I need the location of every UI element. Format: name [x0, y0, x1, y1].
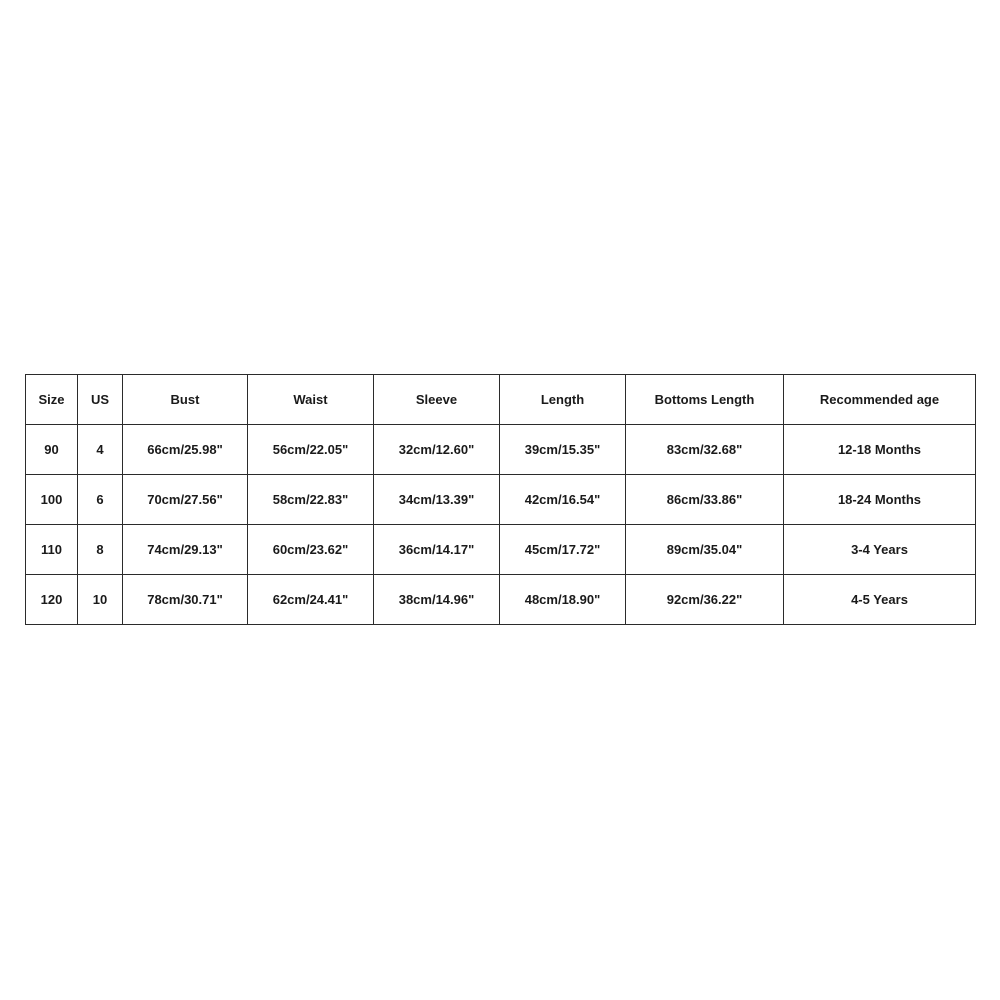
cell-length: 48cm/18.90"	[500, 575, 626, 625]
cell-size: 110	[26, 525, 78, 575]
cell-sleeve: 36cm/14.17"	[374, 525, 500, 575]
cell-sleeve: 32cm/12.60"	[374, 425, 500, 475]
table-row	[26, 525, 976, 575]
cell-us: 6	[78, 475, 123, 525]
cell-waist: 62cm/24.41"	[248, 575, 374, 625]
cell-length: 45cm/17.72"	[500, 525, 626, 575]
cell-sleeve: 38cm/14.96"	[374, 575, 500, 625]
cell-bottoms-length: 89cm/35.04"	[626, 525, 784, 575]
column-header-bottoms-length: Bottoms Length	[626, 375, 784, 425]
cell-bottoms-length: 83cm/32.68"	[626, 425, 784, 475]
column-header-bust: Bust	[123, 375, 248, 425]
column-header-sleeve: Sleeve	[374, 375, 500, 425]
cell-us: 8	[78, 525, 123, 575]
cell-size: 100	[26, 475, 78, 525]
size-chart-container	[25, 374, 975, 625]
cell-us: 10	[78, 575, 123, 625]
table-row	[26, 475, 976, 525]
column-header-size: Size	[26, 375, 78, 425]
table-row	[26, 425, 976, 475]
cell-bust: 78cm/30.71"	[123, 575, 248, 625]
cell-us: 4	[78, 425, 123, 475]
table-header-row	[26, 375, 976, 425]
size-chart-table	[25, 374, 976, 625]
cell-length: 39cm/15.35"	[500, 425, 626, 475]
cell-size: 90	[26, 425, 78, 475]
cell-recommended-age: 4-5 Years	[784, 575, 976, 625]
cell-length: 42cm/16.54"	[500, 475, 626, 525]
table-row	[26, 575, 976, 625]
column-header-us: US	[78, 375, 123, 425]
column-header-recommended-age: Recommended age	[784, 375, 976, 425]
cell-bottoms-length: 92cm/36.22"	[626, 575, 784, 625]
cell-bust: 74cm/29.13"	[123, 525, 248, 575]
cell-sleeve: 34cm/13.39"	[374, 475, 500, 525]
column-header-waist: Waist	[248, 375, 374, 425]
cell-waist: 56cm/22.05"	[248, 425, 374, 475]
column-header-length: Length	[500, 375, 626, 425]
cell-bust: 66cm/25.98"	[123, 425, 248, 475]
cell-recommended-age: 3-4 Years	[784, 525, 976, 575]
cell-recommended-age: 12-18 Months	[784, 425, 976, 475]
cell-bust: 70cm/27.56"	[123, 475, 248, 525]
cell-waist: 60cm/23.62"	[248, 525, 374, 575]
cell-recommended-age: 18-24 Months	[784, 475, 976, 525]
cell-size: 120	[26, 575, 78, 625]
cell-bottoms-length: 86cm/33.86"	[626, 475, 784, 525]
cell-waist: 58cm/22.83"	[248, 475, 374, 525]
